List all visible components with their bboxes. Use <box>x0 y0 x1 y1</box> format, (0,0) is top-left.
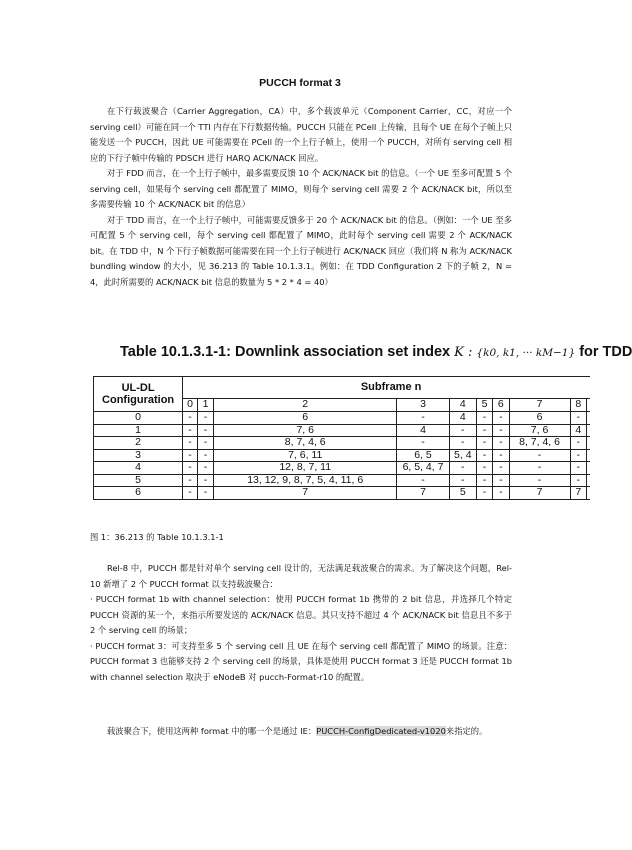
table-cell: 8, 7, 4, 6 <box>509 437 570 450</box>
table-cell: 7 <box>570 487 586 500</box>
table-cell: 7 <box>214 487 397 500</box>
table-cell: - <box>183 437 198 450</box>
table-cell: - <box>476 437 492 450</box>
config-cell: 1 <box>94 424 183 437</box>
intro-section <box>90 104 512 290</box>
table-cell: - <box>397 412 450 425</box>
table-cell: - <box>476 474 492 487</box>
table-cell: - <box>570 474 586 487</box>
rel10-section <box>90 561 512 685</box>
table-cell: - <box>183 462 198 475</box>
table-cell: 4 <box>449 412 476 425</box>
table-cell: - <box>197 424 213 437</box>
config-header: UL-DL Configuration <box>94 377 183 412</box>
table-cell: - <box>570 462 586 475</box>
table-cell: 7, 6, 11 <box>214 449 397 462</box>
config-cell: 5 <box>94 474 183 487</box>
table-cell: - <box>183 487 198 500</box>
subframe-number-cell: 6 <box>493 398 509 411</box>
association-set-table <box>93 376 600 500</box>
table-cell: 12, 8, 7, 11 <box>214 462 397 475</box>
table-cell: 7, 6 <box>509 424 570 437</box>
table-cell: 6, 5, 4, 7 <box>397 462 450 475</box>
subframe-number-cell: 2 <box>214 398 397 411</box>
table-title-suffix-text: for TDD <box>575 344 632 360</box>
table-cell: - <box>397 437 450 450</box>
table-cell: - <box>509 462 570 475</box>
ie-name-highlight: PUCCH-ConfigDedicated-v1020 <box>316 726 446 736</box>
table-cell: - <box>183 412 198 425</box>
subframe-header: Subframe n <box>183 377 600 399</box>
intro-paragraph-fdd: 对于 FDD 而言，在一个上行子帧中，最多需要反馈 10 个 ACK/NACK bit 的信息。（一个 UE 至多可配置 5 个 serving cell，如果每个 serving cell 都配置了 MIMO，则每个 serving cell 需要 2 个 ACK/NACK bit，所以至多需要传输 10 个 ACK/NACK bit 的信息） <box>90 168 513 209</box>
table-cell: - <box>570 412 586 425</box>
table-cell: 5, 4 <box>449 449 476 462</box>
table-cell: - <box>570 449 586 462</box>
table-cell: - <box>493 449 509 462</box>
table-cell: 6 <box>214 412 397 425</box>
table-cell: - <box>509 449 570 462</box>
config-cell: 3 <box>94 449 183 462</box>
config-cell: 6 <box>94 487 183 500</box>
table-cell: - <box>197 449 213 462</box>
table-cell: 7 <box>509 487 570 500</box>
config-cell: 0 <box>94 412 183 425</box>
table-cell: 7 <box>397 487 450 500</box>
table-cell: - <box>493 474 509 487</box>
table-cell: - <box>570 437 586 450</box>
table-cell: - <box>449 474 476 487</box>
table-row <box>94 487 600 500</box>
table-cell: - <box>509 474 570 487</box>
table-cell: - <box>449 462 476 475</box>
bullet-format1b: · PUCCH format 1b with channel selection：使用 PUCCH format 1b 携带的 2 bit 信息，并选择几个特定 PUCCH 资源的某一个，来指示所要发送的 ACK/NACK 信息。其只支持不超过 4 个 ACK/NACK bit 信息且不多于 2 个 serving cell 的场景； <box>90 594 512 635</box>
table-cell: - <box>197 412 213 425</box>
table-cell: 6, 5 <box>397 449 450 462</box>
table-cell: - <box>493 437 509 450</box>
table-cell: - <box>197 462 213 475</box>
table-cell: - <box>183 474 198 487</box>
table-cell: - <box>476 487 492 500</box>
intro-paragraph-tdd: 对于 TDD 而言，在一个上行子帧中，可能需要反馈多于 20 个 ACK/NACK bit 的信息。（例如：一个 UE 至多可配置 5 个 serving cell，每个 serving cell 都配置了 MIMO，此时每个 serving cell 需要 2 个 ACK/NACK bit。在 TDD 中，N 个下行子帧数据可能需要在同一个上行子帧进行 ACK/NACK 回应（我们将 N 称为 ACK/NACK bundling window 的大小，见 36.213 的 Table 10.1.3.1。例如：在 TDD Configuration 2 下的子帧 2，N = 4，此时所需要的 ACK/NACK bit 信息的数量为 5 * 2 * 4 = 40） <box>90 214 512 287</box>
table-cell: - <box>197 474 213 487</box>
table-row <box>94 412 600 425</box>
table-title-set: {k0, k1, ··· kM−1} <box>476 347 576 359</box>
config-cell: 4 <box>94 462 183 475</box>
subframe-number-cell: 1 <box>197 398 213 411</box>
table-cell: - <box>183 449 198 462</box>
table-cell: - <box>493 412 509 425</box>
rel8-paragraph: Rel-8 中，PUCCH 都是针对单个 serving cell 设计的，无法满足载波聚合的需求。为了解决这个问题，Rel-10 新增了 2 个 PUCCH format 以支持载波聚合： <box>90 563 512 589</box>
table-cell: - <box>183 424 198 437</box>
table-cell: - <box>476 424 492 437</box>
table-cell: - <box>197 487 213 500</box>
table-row <box>94 449 600 462</box>
figure-caption: 图 1：36.213 的 Table 10.1.3.1-1 <box>90 532 224 542</box>
table-row <box>94 437 600 450</box>
table-cell: - <box>476 462 492 475</box>
bullet-format3: · PUCCH format 3：可支持至多 5 个 serving cell 且 UE 在每个 serving cell 都配置了 MIMO 的场景。注意：PUCCH format 3 也能够支持 2 个 serving cell 的场景，具体是使用 PUCCH format 3 还是 PUCCH format 1b with channel selection 取决于 eNodeB 对 pucch-Format-r10 的配置。 <box>90 640 512 682</box>
table-cell: 5 <box>449 487 476 500</box>
table-cell: - <box>397 474 450 487</box>
subframe-number-cell: 7 <box>509 398 570 411</box>
table-title-symbol: K : <box>454 345 473 360</box>
table-cell: 4 <box>570 424 586 437</box>
intro-paragraph-ca: 在下行载波聚合（Carrier Aggregation，CA）中，多个载波单元（Component Carrier，CC，对应一个 serving cell）可能在同一个 TTI 内存在下行数据传输。PUCCH 只能在 PCell 上传输，且每个 UE 在每个子帧上只能发送一个 PUCCH，因此 UE 可能需要在 PCell 的一个上行子帧上，使用一个 PUCCH，对所有 serving cell 相应的下行子帧中传输的 PDSCH 进行 HARQ ACK/NACK 回应。 <box>90 106 512 163</box>
page-title: PUCCH format 3 <box>259 77 341 89</box>
subframe-number-cell: 5 <box>476 398 492 411</box>
subframe-number-cell: 0 <box>183 398 198 411</box>
table-cell: 8, 7, 4, 6 <box>214 437 397 450</box>
final-text-prefix: 载波聚合下，使用这两种 format 中的哪一个是通过 IE： <box>107 726 317 736</box>
table-body <box>94 412 600 500</box>
table-cell: 4 <box>397 424 450 437</box>
final-text-suffix: 来指定的。 <box>445 726 488 736</box>
config-cell: 2 <box>94 437 183 450</box>
table-cell: - <box>493 487 509 500</box>
table-cell: 13, 12, 9, 8, 7, 5, 4, 11, 6 <box>214 474 397 487</box>
subframe-number-cell: 4 <box>449 398 476 411</box>
subframe-number-cell: 8 <box>570 398 586 411</box>
table-cell: - <box>449 424 476 437</box>
table-cell: 7, 6 <box>214 424 397 437</box>
subframe-number-cell: 3 <box>397 398 450 411</box>
table-cell: - <box>476 449 492 462</box>
table-cell: 6 <box>509 412 570 425</box>
table-row <box>94 474 600 487</box>
table-title-prefix: Table 10.1.3.1-1: Downlink association set index <box>120 344 455 360</box>
table-header-row <box>94 377 600 399</box>
table-cell: - <box>476 412 492 425</box>
table-cell: - <box>197 437 213 450</box>
final-paragraph <box>90 724 512 740</box>
table-row <box>94 424 600 437</box>
table-cell: - <box>449 437 476 450</box>
table-title <box>120 344 632 360</box>
table-cell: - <box>493 424 509 437</box>
table-row <box>94 462 600 475</box>
table-cell: - <box>493 462 509 475</box>
